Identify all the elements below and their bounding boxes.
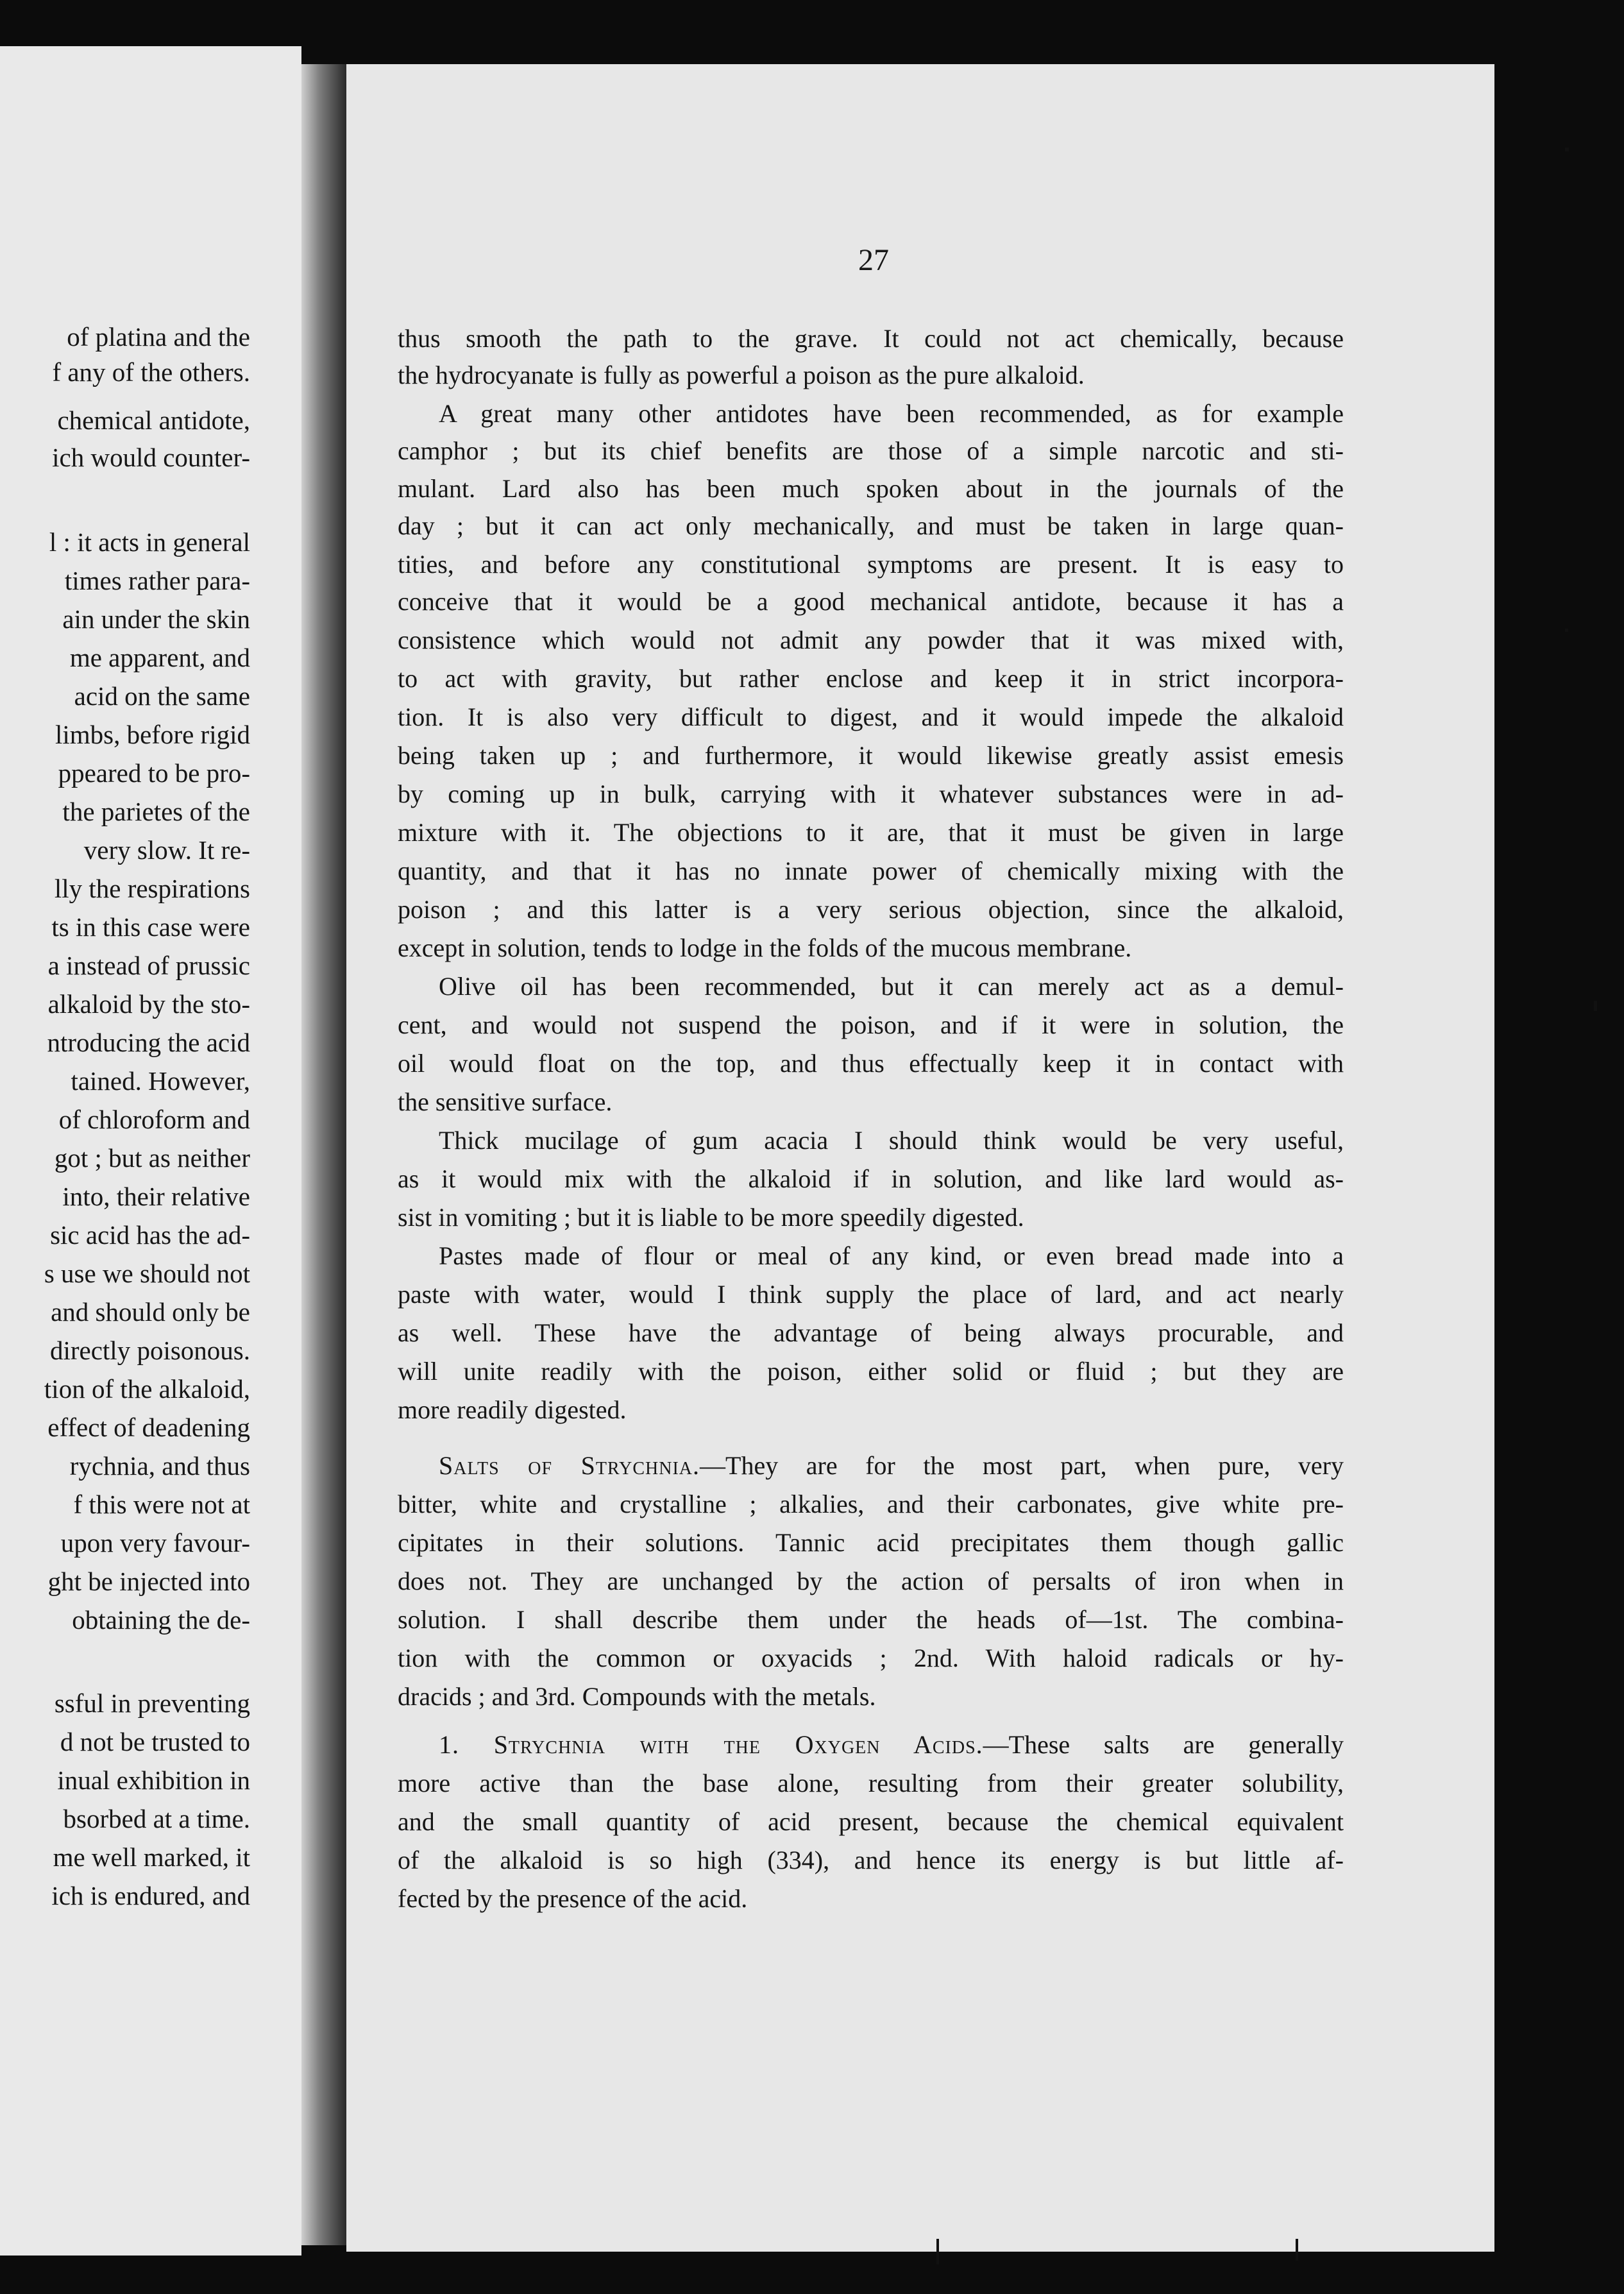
scan-speck <box>1594 1001 1597 1011</box>
previous-page-line: ssful in preventing <box>54 1688 250 1718</box>
text-line: sist in vomiting ; but it is liable to be more speedily digested. <box>398 1203 1024 1232</box>
text-line: cipitates in their solutions. Tannic acid precipitates them though gallic <box>398 1528 1344 1557</box>
text-line: cent, and would not suspend the poison, and if it were in solution, the <box>398 1010 1344 1039</box>
previous-page-line: ich would counter- <box>52 443 250 472</box>
previous-page-line: upon very favour- <box>60 1528 250 1558</box>
previous-page-line: f this were not at <box>73 1490 250 1519</box>
text-line: tion. It is also very difficult to digest, and it would impede the alkaloid <box>398 702 1344 731</box>
previous-page-line: ght be injected into <box>47 1567 250 1596</box>
book-gutter <box>301 64 346 2245</box>
text-line: bitter, white and crystalline ; alkalies, and their carbonates, give white pre- <box>398 1490 1344 1518</box>
text-line: Pastes made of flour or meal of any kind, or even bread made into a <box>439 1241 1344 1270</box>
text-line: as well. These have the advantage of being always procurable, and <box>398 1318 1344 1347</box>
line-text: —These salts are generally <box>983 1730 1344 1759</box>
text-line: solution. I shall describe them under the heads of—1st. The combina- <box>398 1605 1344 1634</box>
previous-page-line: and should only be <box>51 1297 250 1327</box>
previous-page-line: effect of deadening <box>47 1413 250 1442</box>
scan-border-right <box>1494 38 1624 2284</box>
previous-page-line: a instead of prussic <box>47 951 250 980</box>
text-line: day ; but it can act only mechanically, and must be taken in large quan- <box>398 511 1344 540</box>
text-line: poison ; and this latter is a very serious objection, since the alkaloid, <box>398 895 1344 924</box>
previous-page-line: chemical antidote, <box>57 405 250 435</box>
text-line: consistence which would not admit any powder that it was mixed with, <box>398 625 1344 654</box>
text-line: Olive oil has been recommended, but it can merely act as a demul- <box>439 972 1344 1001</box>
previous-page-line: ppeared to be pro- <box>58 758 250 788</box>
scan-speck <box>936 2239 939 2264</box>
text-line: will unite readily with the poison, either solid or fluid ; but they are <box>398 1357 1344 1386</box>
previous-page-line: rychnia, and thus <box>69 1451 250 1481</box>
previous-page-line: very slow. It re- <box>83 835 250 865</box>
text-line: dracids ; and 3rd. Compounds with the metals. <box>398 1682 876 1711</box>
previous-page-line: into, their relative <box>62 1182 250 1211</box>
section-heading: Salts of Strychnia. <box>439 1451 700 1480</box>
previous-page-line: the parietes of the <box>62 797 250 826</box>
previous-page-line: me well marked, it <box>53 1842 250 1872</box>
text-line: quantity, and that it has no innate power of chemically mixing with the <box>398 856 1344 885</box>
text-line: more active than the base alone, resulting from their greater solubility, <box>398 1769 1344 1797</box>
text-line: Thick mucilage of gum acacia I should think would be very useful, <box>439 1126 1344 1155</box>
text-line: conceive that it would be a good mechanical antidote, because it has a <box>398 587 1344 616</box>
text-line: the sensitive surface. <box>398 1087 613 1116</box>
text-line: and the small quantity of acid present, because the chemical equivalent <box>398 1807 1344 1836</box>
scan-speck <box>1296 2239 1298 2261</box>
section-heading-line <box>439 1447 1344 1485</box>
text-line: being taken up ; and furthermore, it would likewise greatly assist emesis <box>398 741 1344 770</box>
previous-page-line: times rather para- <box>64 566 250 595</box>
previous-page-line: directly poisonous. <box>49 1336 250 1365</box>
text-line: A great many other antidotes have been recommended, as for example <box>439 399 1344 428</box>
text-line: fected by the presence of the acid. <box>398 1884 748 1913</box>
previous-page-line: alkaloid by the sto- <box>47 989 250 1019</box>
text-line: mixture with it. The objections to it are, that it must be given in large <box>398 818 1344 847</box>
text-line: by coming up in bulk, carrying with it whatever substances were in ad- <box>398 779 1344 808</box>
page-number: 27 <box>858 243 889 277</box>
previous-page-line: limbs, before rigid <box>55 720 250 749</box>
text-line: mulant. Lard also has been much spoken about in the journals of the <box>398 474 1344 503</box>
text-line: paste with water, would I think supply the place of lard, and act nearly <box>398 1280 1344 1309</box>
previous-page-line: bsorbed at a time. <box>63 1804 250 1833</box>
previous-page-line: ntroducing the acid <box>47 1028 250 1057</box>
previous-page-line: of platina and the <box>67 322 250 352</box>
previous-page-line: tained. However, <box>71 1066 250 1096</box>
text-line: does not. They are unchanged by the action of persalts of iron when in <box>398 1567 1344 1595</box>
previous-page-line: got ; but as neither <box>54 1143 250 1173</box>
previous-page-line: f any of the others. <box>52 357 250 387</box>
text-line: more readily digested. <box>398 1395 627 1424</box>
section-heading-line <box>439 1726 1344 1764</box>
previous-page-line: ich is endured, and <box>51 1881 250 1910</box>
scan-speck <box>1565 629 1568 632</box>
text-line: tion with the common or oxyacids ; 2nd. With haloid radicals or hy- <box>398 1644 1344 1672</box>
previous-page-line: lly the respirations <box>54 874 250 903</box>
scan-speck <box>1565 148 1569 151</box>
previous-page-line: of chloroform and <box>58 1105 250 1134</box>
previous-page-line: s use we should not <box>44 1259 250 1288</box>
text-line: tities, and before any constitutional symptoms are present. It is easy to <box>398 550 1344 579</box>
previous-page-line: me apparent, and <box>69 643 250 672</box>
text-line: camphor ; but its chief benefits are those of a simple narcotic and sti- <box>398 436 1344 465</box>
previous-page-line: inual exhibition in <box>57 1765 250 1795</box>
text-line: as it would mix with the alkaloid if in solution, and like lard would as- <box>398 1164 1344 1193</box>
text-line: except in solution, tends to lodge in the folds of the mucous membrane. <box>398 933 1132 962</box>
previous-page-line: tion of the alkaloid, <box>44 1374 250 1404</box>
previous-page-line: sic acid has the ad- <box>50 1220 250 1250</box>
previous-page-line: d not be trusted to <box>60 1727 250 1756</box>
previous-page-line: l : it acts in general <box>49 527 250 557</box>
text-line: thus smooth the path to the grave. It could not act chemically, because <box>398 324 1344 353</box>
text-line: of the alkaloid is so high (334), and hence its energy is but little af- <box>398 1846 1344 1874</box>
text-line: the hydrocyanate is fully as powerful a poison as the pure alkaloid. <box>398 361 1085 389</box>
previous-page-line: ain under the skin <box>62 604 250 634</box>
section-heading: 1. Strychnia with the Oxygen Acids. <box>439 1730 983 1759</box>
text-line: to act with gravity, but rather enclose and keep it in strict incorpora- <box>398 664 1344 693</box>
previous-page-fragment <box>0 46 301 2256</box>
previous-page-line: obtaining the de- <box>72 1605 250 1635</box>
text-line: oil would float on the top, and thus effectually keep it in contact with <box>398 1049 1344 1078</box>
previous-page-line: acid on the same <box>74 681 250 711</box>
previous-page-line: ts in this case were <box>51 912 250 942</box>
line-text: —They are for the most part, when pure, very <box>700 1451 1344 1480</box>
